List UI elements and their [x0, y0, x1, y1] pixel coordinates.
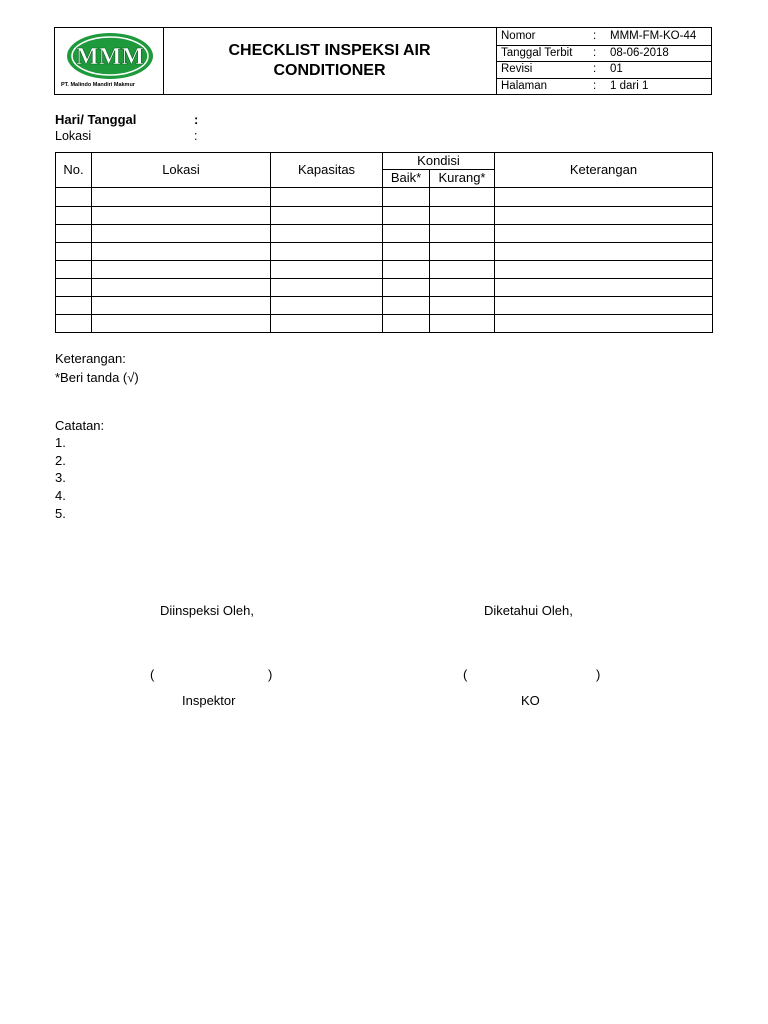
col-header-keterangan: Keterangan: [569, 162, 638, 177]
left-signature-close: ): [268, 667, 273, 682]
meta-value: 01: [610, 63, 623, 75]
row-divider: [56, 242, 712, 243]
row-divider: [56, 260, 712, 261]
right-signature-open: (: [463, 667, 468, 682]
date-separator: :: [194, 112, 199, 127]
row-divider: [56, 314, 712, 315]
col-header-lokasi: Lokasi: [162, 162, 200, 177]
row-divider: [56, 296, 712, 297]
catatan-label: Catatan:: [55, 418, 105, 433]
right-signature-close: ): [596, 667, 601, 682]
meta-row-revisi: [496, 61, 712, 79]
inspector-role: Inspektor: [182, 693, 236, 708]
meta-key: Nomor: [501, 30, 536, 42]
col-header-kondisi: Kondisi: [417, 153, 460, 168]
catatan-item: 2.: [55, 453, 66, 468]
logo-text: MMM: [76, 44, 144, 70]
date-label: Hari/ Tanggal: [55, 112, 137, 127]
company-logo: [66, 32, 154, 80]
col-header-baik: Baik*: [390, 170, 422, 185]
catatan-item: 1.: [55, 435, 66, 450]
acknowledged-by-heading: Diketahui Oleh,: [484, 603, 573, 618]
col-header-kapasitas: Kapasitas: [297, 162, 356, 177]
meta-value: 08-06-2018: [610, 46, 669, 59]
meta-key: Halaman: [501, 79, 548, 92]
document-meta: [496, 28, 712, 94]
meta-row-halaman: [496, 78, 712, 95]
meta-sep: :: [593, 46, 597, 59]
logo-cell: [55, 28, 164, 94]
meta-value: 1 dari 1: [610, 79, 649, 92]
ko-role: KO: [521, 693, 540, 708]
document-title: CHECKLIST INSPEKSI AIR CONDITIONER: [228, 42, 431, 79]
catatan-item: 5.: [55, 506, 66, 521]
location-separator: :: [194, 129, 198, 143]
left-signature-open: (: [150, 667, 155, 682]
meta-key: Tanggal Terbit: [501, 46, 573, 59]
company-name: PT. Malindo Mandiri Makmur: [61, 82, 135, 88]
meta-key: Revisi: [501, 63, 533, 75]
location-label: Lokasi: [55, 129, 92, 143]
col-header-kurang: Kurang*: [438, 170, 486, 185]
keterangan-text: *Beri tanda (√): [55, 370, 139, 385]
row-divider: [56, 278, 712, 279]
row-divider: [56, 206, 712, 207]
checklist-table: [55, 152, 713, 333]
meta-row-tanggal-terbit: [496, 45, 712, 63]
document-header: [54, 27, 712, 95]
meta-value: MMM-FM-KO-44: [610, 30, 697, 42]
header-divider: [56, 187, 712, 188]
catatan-item: 3.: [55, 470, 66, 485]
meta-sep: :: [593, 30, 597, 42]
catatan-item: 4.: [55, 488, 66, 503]
inspected-by-heading: Diinspeksi Oleh,: [160, 603, 254, 618]
keterangan-label: Keterangan:: [55, 351, 126, 366]
meta-row-nomor: [496, 28, 712, 46]
row-divider: [56, 224, 712, 225]
col-divider: [429, 170, 430, 332]
meta-sep: :: [593, 63, 597, 75]
title-cell: [163, 28, 497, 94]
meta-sep: :: [593, 79, 597, 92]
col-header-no: No.: [63, 162, 84, 177]
